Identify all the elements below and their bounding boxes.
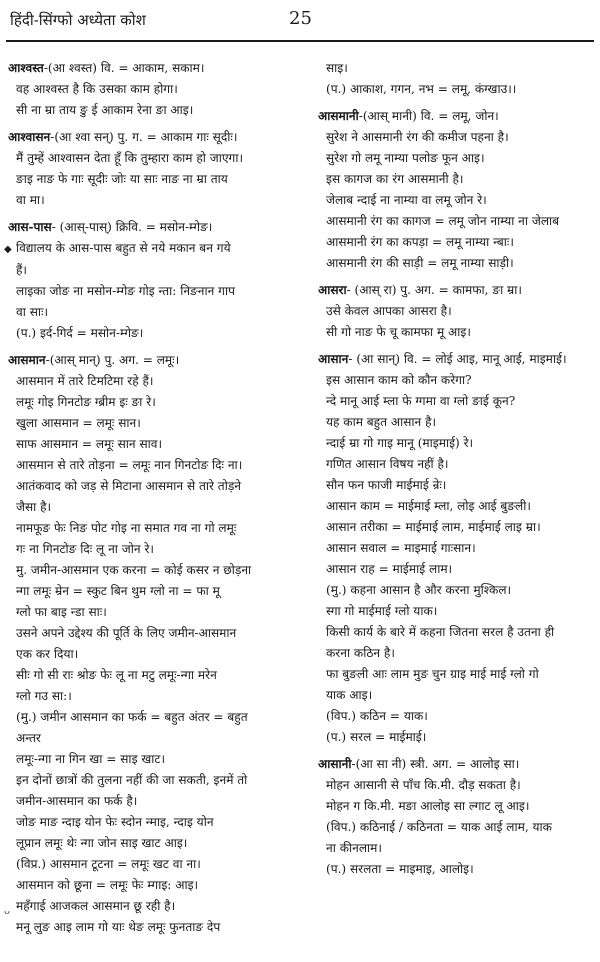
entry-heading <box>8 58 296 79</box>
entry-line: स्गा गो माईमाई ग्लो याक। <box>326 604 438 618</box>
entry-line: इस आसान काम को कौन करेगा? <box>326 373 472 387</box>
entry-line: ङाइ नाङ फे गाः सूदीः जोः या साः नाङ ना म्रा ताय <box>16 172 228 186</box>
headword-gloss: -(आस् मानी) वि. = लमू, जोन। <box>358 109 499 123</box>
entry-line: (मु.) जमीन आसमान का फर्क = बहुत अंतर = बहुत <box>16 710 248 724</box>
dictionary-entry <box>8 58 296 121</box>
entry-line: एक कर दिया। <box>16 647 79 661</box>
entry-line: वा मा। <box>16 193 45 207</box>
entry-line: वह आश्वस्त है कि उसका काम होगा। <box>16 82 178 96</box>
dictionary-entry <box>318 349 594 748</box>
entry-line: आसमान में तारे टिमटिमा रहे हैं। <box>16 374 154 388</box>
page-number: 25 <box>289 8 312 29</box>
entry-line: सौन फन फाजी माईमाई न्रेः। <box>326 478 447 492</box>
entry-line: यह काम बहुत आसान है। <box>326 415 437 429</box>
entry-heading <box>8 217 296 238</box>
headword: आसरा <box>318 283 347 297</box>
entry-line: आसान राह = माईमाई लाम। <box>326 562 453 576</box>
headword: आश्वस्त <box>8 61 44 75</box>
headword: आसानी <box>318 757 352 771</box>
left-column <box>4 58 296 944</box>
headword-gloss: -(आ श्वा सन्) पु. ग. = आकाम गाः सूदीः। <box>50 130 238 144</box>
dictionary-entry <box>8 350 296 938</box>
entry-line: वा साः। <box>16 305 49 319</box>
entry-line: आसान सवाल = माइमाई गाःसान। <box>326 541 476 555</box>
entry-heading <box>318 349 594 370</box>
entry-line: आसमानी रंग का कागज = लमू जोन नाम्या ना जेलाब <box>326 214 560 228</box>
entry-line: लमूः गोइ गिनटोङ ग्ब्रीम इः ङा रे। <box>16 395 156 409</box>
entry-line: अन्तर <box>16 731 41 745</box>
headword: आस-पास <box>8 220 52 234</box>
page-header <box>0 0 600 42</box>
entry-line: सुरेश ने आसमानी रंग की कमीज पहना है। <box>326 130 509 144</box>
entry-line: (प.) सरलता = माइमाइ, आलोइ। <box>326 862 474 876</box>
entry-line: (विप.) कठिन = याक। <box>326 709 428 723</box>
entry-line: ◆ विद्यालय के आस-पास बहुत से नये मकान बन गये <box>8 238 296 260</box>
entry-line: सी ना म्रा ताय ङु ई आकाम रेना ङा आइ। <box>16 103 194 117</box>
entry-line: ग्लो गउ सा:। <box>16 689 72 703</box>
entry-line: आसान काम = माईमाई म्ला, लोइ आई बुङली। <box>326 499 531 513</box>
entry-line: आसमान से तारे तोड़ना = लमूः नान गिनटोङ दिः ना। <box>16 458 243 472</box>
headword-gloss: -(आ श्वस्त) वि. = आकाम, सकाम। <box>43 61 205 75</box>
entry-line: खुला आसमान = लमूः सान। <box>16 416 141 430</box>
dictionary-entry <box>318 106 594 274</box>
entry-line: हैं। <box>16 263 28 277</box>
entry-line: न्दाई म्रा गो गाइ मानू (माइमाई) रे। <box>326 436 474 450</box>
dictionary-entry <box>318 754 594 880</box>
dictionary-entry <box>318 58 594 100</box>
entry-line: लाइका जोङ ना मसोन-म्गेङ गोइ न्ता: निङनान गाप <box>16 284 235 298</box>
entry-heading <box>8 127 296 148</box>
headword-gloss: -(आस् मान्) पु. अग. = लमूः। <box>45 353 180 367</box>
entry-line: इन दोनों छात्रों की तुलना नहीं की जा सकती, इनमें तो <box>16 773 248 787</box>
entry-line: फा बुङली आः लाम मुङ चुन ग्राइ माई माई ग्लो गो <box>326 667 539 681</box>
entry-line: साफ आसमान = लमूः सान साव। <box>16 437 163 451</box>
entry-heading <box>318 280 594 301</box>
entry-line: (मु.) कहना आसान है और करना मुश्किल। <box>326 583 512 597</box>
headword: आसमान <box>8 353 46 367</box>
entry-line: इस कागज का रंग आसमानी है। <box>326 172 464 186</box>
entry-line: महँगाई आजकल आसमान छू रही है। <box>16 899 176 913</box>
dictionary-entry <box>4 217 296 344</box>
entry-line: जैसा है। <box>16 500 52 514</box>
headword: आसान <box>318 352 349 366</box>
entry-line: उसने अपने उद्देश्य की पूर्ति के लिए जमीन-आसमान <box>16 626 237 640</box>
headword-gloss: - (आस् रा) पु. अग. = कामफा, ङा म्रा। <box>346 283 522 297</box>
entry-line: मु. जमीन-आसमान एक करना = कोई कसर न छोड़ना <box>16 563 252 577</box>
entry-line: आतंकवाद को जड़ से मिटाना आसमान से तारे तोड़ने <box>16 479 242 493</box>
entry-line: मोहन ग कि.मी. मङा आलोइ सा ल्गाट लू आइ। <box>326 799 530 813</box>
dictionary-entry <box>318 280 594 343</box>
entry-line: ना कीनलाम। <box>326 841 382 855</box>
entry-line: आसमानी रंग का कपड़ा = लमू नाम्या न्बाः। <box>326 235 514 249</box>
entry-line: जोङ माङ न्दाइ योन फेः स्दोन न्माइ, न्दाइ योन <box>16 815 214 829</box>
entry-line: सी गो नाङ फे चू कामफा मू आइ। <box>326 325 471 339</box>
headword: आश्वासन <box>8 130 51 144</box>
entry-line: ग्लो फा बाइ न्डा साः। <box>16 605 107 619</box>
entry-gap <box>8 939 296 944</box>
entry-line: साइ। <box>326 61 348 75</box>
entry-line: (विप्र.) आसमान टूटना = लमूः खट वा ना। <box>16 857 201 871</box>
entry-line: उसे केवल आपका आसरा है। <box>326 304 452 318</box>
headword: आसमानी <box>318 109 359 123</box>
headword-gloss: -(आ सा नी) स्त्री. अग. = आलोइ सा। <box>351 757 520 771</box>
entry-line: आसमान को छूना = लमूः फेः म्गाइ: आइ। <box>16 878 199 892</box>
entry-heading <box>8 350 296 371</box>
entry-line: याक आइ। <box>326 688 373 702</box>
entry-line: जेलाब न्दाई ना नाम्या वा लमू जोन रे। <box>326 193 487 207</box>
entry-line: आसमानी रंग की साड़ी = लमू नाम्या साड़ी। <box>326 256 514 270</box>
entry-line: (प.) सरल = माईमाई। <box>326 730 427 744</box>
headword-gloss: - (आ सान्) वि. = लोई आइ, मानू आई, माइमाई। <box>348 352 567 366</box>
bullet-icon: ◆ <box>4 244 12 255</box>
entry-line: न्गा लमूः म्रेन = स्कुट बिन थुम ग्लो ना = फा मू <box>16 584 220 598</box>
entry-line: लमूः-न्गा ना गिन खा = साइ खाट। <box>16 752 166 766</box>
entry-gap <box>318 881 594 886</box>
entry-line: नामफूङ फेः निङ पोट गोइ ना समात गव ना गो लमूः <box>16 521 237 535</box>
headword-gloss: - (आस्-पास्) क्रिवि. = मसोन-म्गेङ। <box>51 220 213 234</box>
entry-heading <box>318 754 594 775</box>
entry-line: सीः गो सी राः श्रोङ फेः लू ना मटु लमूः-न्गा मरेन <box>16 668 217 682</box>
entry-line: मैं तुम्हें आश्वासन देता हूँ कि तुम्हारा काम हो जाएगा। <box>16 151 244 165</box>
entry-line: न्दे मानू आई म्ला फे ग्गमा वा ग्लो ङाई कून? <box>326 394 516 408</box>
entry-line: सुरेश गो लमू नाम्या पलोङ फून आइ। <box>326 151 485 165</box>
entry-line: मनू लुङ आइ लाम गो याः थेङ लमूः फुनताङ देप <box>16 920 221 934</box>
entry-line: आसान तरीका = माईमाई लाम, माईमाई लाइ म्रा। <box>326 520 541 534</box>
entry-line: गः ना गिनटोङ दिः लू ना जोन रे। <box>16 542 154 556</box>
entry-line: करना कठिन है। <box>326 646 395 660</box>
entry-line: (प.) आकाश, गगन, नभ = लमू, कंग्खाउ।। <box>326 82 517 96</box>
running-title: हिंदी-सिंग्फो अध्येता कोश <box>10 11 146 29</box>
entry-line: गणित आसान विषय नहीं है। <box>326 457 449 471</box>
entry-heading <box>318 106 594 127</box>
entry-line: (प.) इर्द-गिर्द = मसोन-म्गेङ। <box>16 326 144 340</box>
entry-line: लूप्रान लमूः थेः न्गा जोन साइ खाट आइ। <box>16 836 188 850</box>
entry-line: किसी कार्य के बारे में कहना जितना सरल है उतना ही <box>326 625 555 639</box>
right-column <box>318 58 594 886</box>
entry-line: (विप.) कठिनाई / कठिनता = याक आई लाम, याक <box>326 820 552 834</box>
margin-mark: ᴗ <box>4 906 11 917</box>
dictionary-entry <box>8 127 296 211</box>
header-rule <box>6 40 594 42</box>
entry-line: जमीन-आसमान का फर्क है। <box>16 794 138 808</box>
entry-line: मोहन आसानी से पाँच कि.मी. दौड़ सकता है। <box>326 778 521 792</box>
